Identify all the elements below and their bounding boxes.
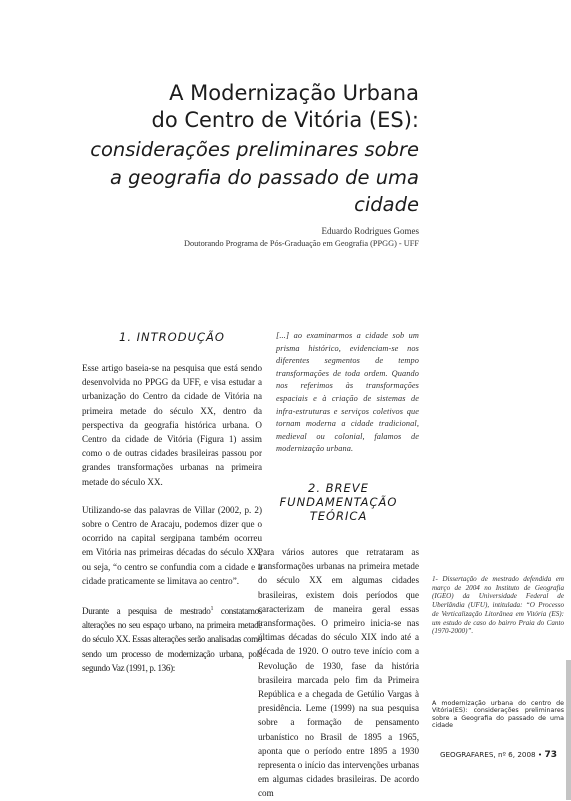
intro-paragraph-3-start: Durante a pesquisa de mestrado [82,606,211,617]
intro-paragraph-3-rest: constatamos alterações no seu espaço urbano, na primeira metade do século XX. Essas alterações serão analisadas como sendo um processo de modernização urbana, pois segundo Vaz (1991, p. 136): [82,606,262,673]
article-title-line-2: do Centro de Vitória (ES): [151,108,419,132]
section-heading-introduction: 1. INTRODUÇÃO [119,330,225,344]
author-block [184,226,419,248]
page-footer [440,750,557,760]
right-column [258,330,419,801]
page-number: 73 [544,750,557,760]
block-quote: [...] ao examinarmos a cidade sob um prisma histórico, evidenciam-se nos diferentes segmentos de tempo transformações de toda ordem. Quando nos referimos às transformações espaciais e à criação de sistemas de infra-estruturas e serviços coletivos que tornam moderna a cidade tradicional, medieval ou colonial, falamos de modernização urbana. [276,331,419,454]
theory-paragraph-1: Para vários autores que retrataram as transformações urbanas na primeira metade do século XX em algumas cidades brasileiras, existem dois períodos que caracterizam de maneira geral essas transformações. O primeiro inicia-se nas últimas décadas do século XIX indo até a década de 1920. O outro teve início com a Revolução de 1930, fase da história brasileira marcada pelo fim da Primeira República e a chegada de Getúlio Vargas à presidência. Leme (1999) na sua pesquisa sobre a formação de pensamento urbanístico no Brasil de 1895 a 1965, aponta que o período entre 1895 a 1930 representa o início das intervenções urbanas em algumas cidades brasileiras. De acordo com [258,546,419,799]
footer-bullet: • [537,750,543,759]
running-title-caption: A modernização urbana do centro de Vitória(ES): considerações preliminares sobre a Geografia do passado de uma cidade [432,700,564,729]
intro-paragraph-3 [82,602,262,675]
article-subtitle-line-3: cidade [354,193,419,216]
intro-paragraph-2: Utilizando-se das palavras de Villar (2002, p. 2) sobre o Centro de Aracaju, podemos dizer que o ocorrido na capital sergipana também ocorreu em Vitória nas primeiras décadas do século XX, ou seja, “o centro se confundia com a cidade e a cidade praticamente se limitava ao centro”. [82,504,262,586]
author-affiliation: Doutorando Programa de Pós-Graduação em Geografia (PPGG) - UFF [183,239,419,248]
article-title-line-1: A Modernização Urbana [169,81,419,105]
article-subtitle-line-1: considerações preliminares sobre [90,138,419,161]
author-name: Eduardo Rodrigues Gomes [321,226,419,236]
article-subtitle-line-2: a geografia do passado de uma [109,166,419,189]
intro-paragraph-1: Esse artigo baseia-se na pesquisa que está sendo desenvolvida no PPGG da UFF, e visa estudar a urbanização do Centro da cidade de Vitória na primeira metade do século XX, dentro da perspectiva da geografia histórica urbana. O Centro da cidade de Vitória (Figura 1) assim como o de outras cidades brasileiras passou por grandes transformações urbanas na primeira metade do século XX. [82,363,262,487]
left-column [82,330,262,675]
section-heading-theory-line-2: TEÓRICA [309,508,368,523]
section-heading-theory-line-1: 2. BREVE FUNDAMENTAÇÃO [279,480,398,509]
footnote: 1- Dissertação de mestrado defendida em março de 2004 no Instituto de Geografia (IGEO) da Universidade Federal de Uberlândia (UFU), intitulada: “O Processo de Verticalização Litorânea em Vitória (ES): um estudo de caso do bairro Praia do Canto (1970-2000)”. [432,575,564,636]
page-edge-mark [566,660,571,800]
journal-name: GEOGRAFARES, nº 6, 2008 [439,750,536,759]
footnote-marker: 1 [210,606,214,613]
section-heading-theory [258,481,419,523]
